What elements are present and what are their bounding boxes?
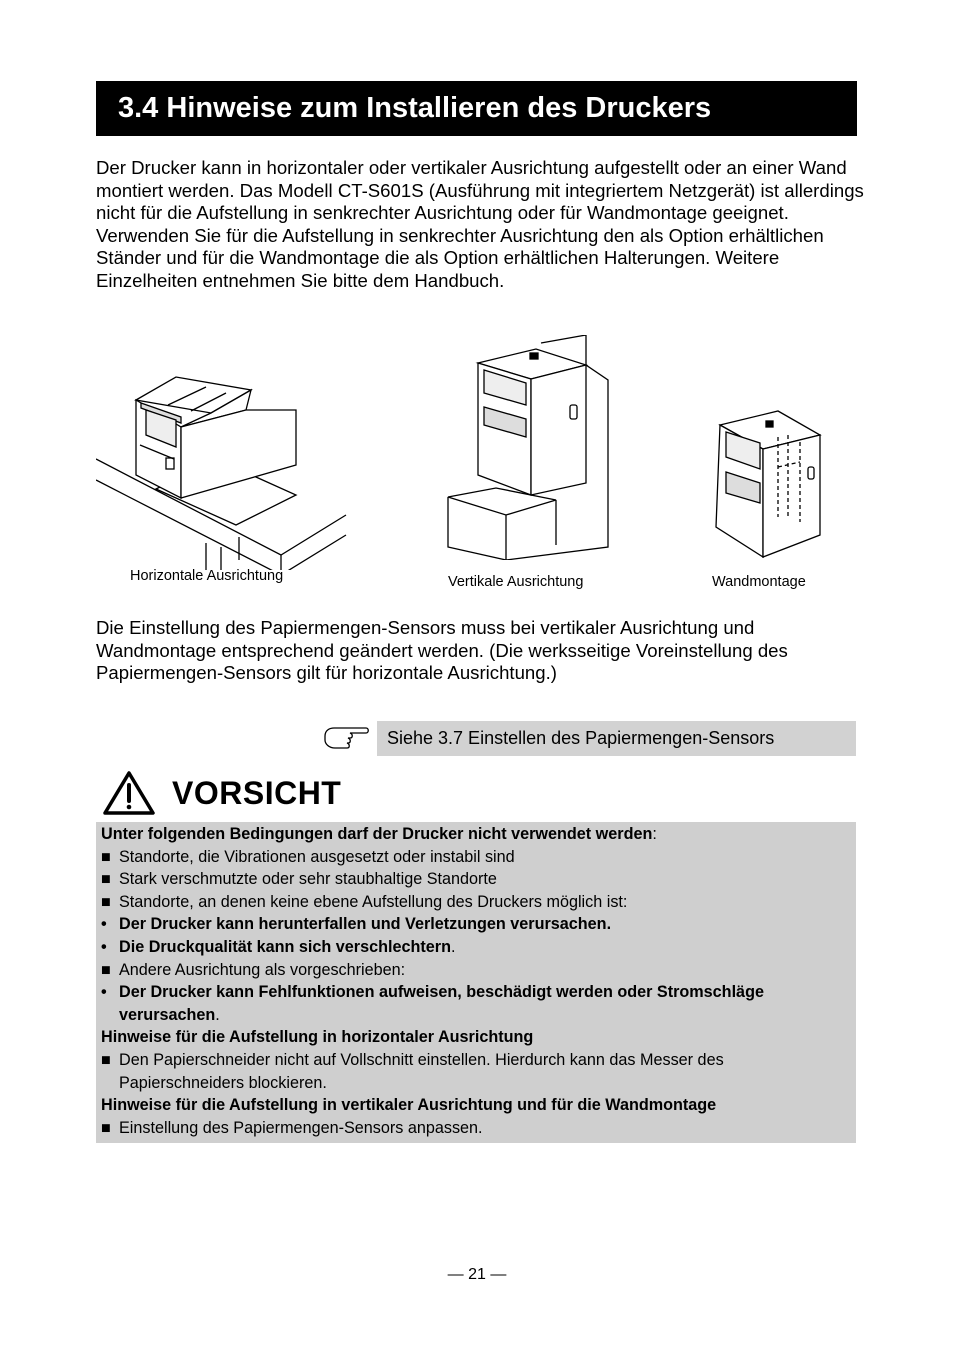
caution-box xyxy=(96,822,856,1143)
dot-bullet-icon: • xyxy=(101,937,107,956)
reference-link[interactable]: Siehe 3.7 Einstellen des Papiermengen-Sensors xyxy=(377,721,856,756)
square-bullet-icon: ■ xyxy=(101,847,111,866)
list-item: ■ Stark verschmutzte oder sehr staubhaltige Standorte xyxy=(101,868,851,891)
square-bullet-icon: ■ xyxy=(101,960,111,979)
warning-triangle-icon xyxy=(102,770,156,816)
page-number: — 21 — xyxy=(447,1266,507,1283)
bullet-item: • Die Druckqualität kann sich verschlechtern. xyxy=(101,936,851,959)
bullet-item-continuation: verursachen. xyxy=(119,1005,220,1024)
list-item: ■ Den Papierschneider nicht auf Vollschnitt einstellen. Hierdurch kann das Messer des xyxy=(101,1049,851,1072)
horizontal-heading: Hinweise für die Aufstellung in horizontaler Ausrichtung xyxy=(101,1028,534,1047)
square-bullet-icon: ■ xyxy=(101,1118,111,1137)
intro-text xyxy=(96,157,866,293)
dot-bullet-icon: • xyxy=(101,915,107,934)
intro-paragraph-2: Verwenden Sie für die Aufstellung in senkrechter Ausrichtung den als Option erhältlichen Ständer und für die Wandmontage die als Option erhältlichen Halterungen. Weitere Einzelheiten entnehmen Sie bitte dem Handbuch. xyxy=(96,224,824,291)
bullet-item: • Der Drucker kann herunterfallen und Verletzungen verursachen. xyxy=(101,913,851,936)
vertical-printer-illustration xyxy=(446,335,616,560)
square-bullet-icon: ■ xyxy=(101,1050,111,1069)
caution-intro: Unter folgenden Bedingungen darf der Drucker nicht verwendet werden: xyxy=(101,825,657,843)
sensor-note: Die Einstellung des Papiermengen-Sensors muss bei vertikaler Ausrichtung und Wandmontage entsprechend geändert werden. (Die werksseitige Voreinstellung des Papiermengen-Sensors gilt für horizontale Ausrichtung.) xyxy=(96,617,788,684)
list-item: ■ Standorte, die Vibrationen ausgesetzt oder instabil sind xyxy=(101,846,851,869)
list-item: ■ Einstellung des Papiermengen-Sensors anpassen. xyxy=(101,1117,851,1140)
list-item: ■ Standorte, an denen keine ebene Aufstellung des Druckers möglich ist: xyxy=(101,891,851,914)
section-heading: 3.4 Hinweise zum Installieren des Druckers xyxy=(96,81,857,136)
list-item-continuation: Papierschneiders blockieren. xyxy=(119,1073,327,1092)
square-bullet-icon: ■ xyxy=(101,870,111,889)
vertical-heading: Hinweise für die Aufstellung in vertikaler Ausrichtung und für die Wandmontage xyxy=(101,1096,717,1115)
bullet-item: • Der Drucker kann Fehlfunktionen aufweisen, beschädigt werden oder Stromschläge xyxy=(101,981,851,1004)
pointing-hand-icon xyxy=(322,720,372,756)
square-bullet-icon: ■ xyxy=(101,892,111,911)
dot-bullet-icon: • xyxy=(101,983,107,1002)
intro-paragraph-1: Der Drucker kann in horizontaler oder vertikaler Ausrichtung aufgestellt oder an einer Wand montiert werden. Das Modell CT-S601S (Ausführung mit integriertem Netzgerät) ist allerdings nicht für die Aufstellung in senkrechter Ausrichtung oder für Wandmontage geeignet. xyxy=(96,157,864,224)
wall-mount-illustration xyxy=(708,407,828,562)
caution-title: VORSICHT xyxy=(172,775,342,811)
caption-vertical: Vertikale Ausrichtung xyxy=(448,574,584,590)
caption-wall: Wandmontage xyxy=(712,574,806,590)
list-item: ■ Andere Ausrichtung als vorgeschrieben: xyxy=(101,959,851,982)
caption-horizontal: Horizontale Ausrichtung xyxy=(130,568,284,584)
installation-figures xyxy=(96,335,856,600)
horizontal-printer-illustration xyxy=(96,355,356,570)
